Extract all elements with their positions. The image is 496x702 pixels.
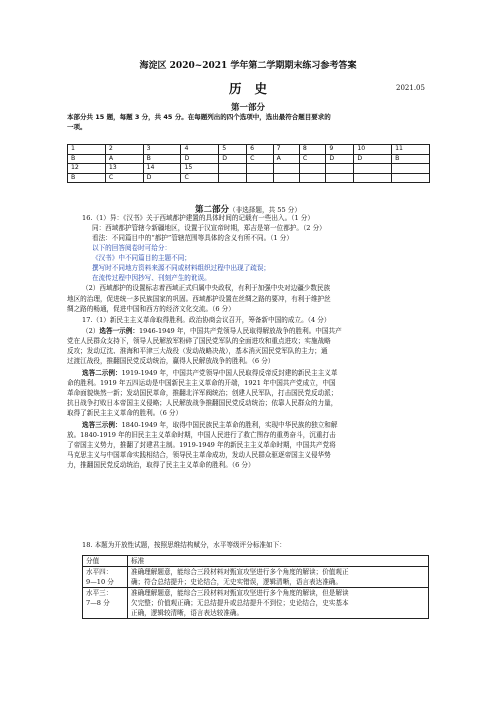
rubric-text-line: 欠完整；价值观正确；无总结提升或总结提升不到位；史论结合，史实基本 — [131, 599, 349, 607]
answer-text-line: 党在人民群众支持下，领导人民解放军粉碎了国民党军队的全面进攻和重点进攻；实施战略 — [67, 337, 331, 345]
answer-cell — [326, 173, 354, 183]
answer-cell: C — [181, 173, 219, 183]
answer-cell: A — [105, 154, 143, 164]
rubric-text — [128, 567, 429, 588]
answer-cell — [247, 173, 274, 183]
answer-cell — [354, 164, 392, 174]
answer-text-line: 放。1840-1919 年的旧民主主义革命时期，中国人民进行了救亡图存的重勇奋斗，沉重打击 — [67, 431, 336, 439]
answer-cell — [392, 173, 430, 183]
answer-cell: C — [247, 154, 274, 164]
answer-cell: B — [143, 154, 181, 164]
answer-cell — [354, 173, 392, 183]
answer-cell: 15 — [181, 164, 219, 174]
answer-cell — [299, 173, 326, 183]
rubric-text-line: 正确，逻辑较清晰，语言表达较准确。 — [131, 609, 244, 617]
answer-text-line: 力，推翻国民党反动统治，取得了民主主义革命的胜利。（6 分） — [67, 461, 255, 469]
answer-cell: 12 — [68, 164, 106, 174]
answer-cell: 8 — [299, 145, 326, 155]
answer-cell: 5 — [219, 145, 247, 155]
part1-intro-line2: 一项。 — [67, 123, 87, 131]
answer-text-line: 绸之路的畅通，促进中国和西方的经济文化交流。（6 分） — [67, 305, 235, 313]
rubric-text-line: 准确理解题意，能综合三段材料对甄宣攻坚进行多个角度的解读，但是解读 — [131, 589, 349, 597]
answer-table — [67, 144, 430, 183]
answer-cell: D — [326, 154, 354, 164]
rubric-text-line: 准确理解题意，能综合三段材料对甄宣攻坚进行多个角度的解读；价值观正 — [131, 568, 349, 576]
answer-cell: 1 — [68, 145, 106, 155]
answer-cell — [326, 164, 354, 174]
answer-text-line: 过渡江战役，推翻国民党反动统治，赢得人民解放战争的胜利。（6 分） — [67, 357, 275, 365]
rubric-text-line: 确；符合总结提升；史论结合，无史实错误，逻辑清晰，语言表达准确。 — [131, 578, 342, 586]
answer-cell: B — [68, 154, 106, 164]
table-row — [68, 173, 430, 183]
answer-text-line: 马克思主义与中国革命实践相结合，领导民主革命成功，发动人民群众驱逐帝国主义侵华势 — [67, 451, 331, 459]
rubric-row — [83, 588, 429, 619]
answer-text-line: 命的胜利。1919 年五四运动是中国新民主主义革命的开端，1921 年中国共产党成立，中国 — [67, 379, 336, 387]
answer-cell — [392, 164, 430, 174]
table-row — [68, 154, 430, 164]
answer-cell: B — [392, 154, 430, 164]
answer-text-line: 地区的治理，促进统一多民族国家的巩固。西域都护设置在丝绸之路的要冲，有利于维护丝 — [67, 295, 331, 303]
document-title: 海淀区 2020~2021 学年第二学期期末练习参考答案 — [139, 61, 357, 71]
answer-cell: C — [105, 173, 143, 183]
answer-text-line: 18. 本题为开放性试题，按照思维结构赋分，水平等级评分标准如下： — [82, 541, 286, 549]
rubric-level-points: 9—10 分 — [86, 578, 114, 586]
answer-cell: 3 — [143, 145, 181, 155]
rubric-level-name: 水平三： — [86, 589, 113, 597]
scoring-note-line: 在流传过程中因抄写、刊刻产生的讹误。 — [92, 274, 211, 282]
rubric-level — [83, 567, 128, 588]
scoring-note-line: 撰写时不同地方资料来源不同或材料组织过程中出现了疏误； — [92, 264, 271, 272]
answer-text-line: 16.（1）异：《汉书》关于西域都护建置的具体时间的记载有一些出入。（1 分） — [82, 214, 314, 222]
part2-heading: 第二部分 — [195, 205, 230, 215]
exam-date: 2021.05 — [396, 84, 425, 92]
rubric-level — [83, 588, 128, 619]
answer-cell — [219, 173, 247, 183]
rubric-text — [128, 588, 429, 619]
answer-text-line: 革命面貌焕然一新；发动国民革命，推翻北洋军阀统治；创建人民军队，打击国民党反动派； — [67, 389, 338, 397]
answer-text-line: 反攻；发动辽沈、淮海和平津三大战役（发动战略决战），基本消灭国民党军队的主力；通 — [67, 347, 328, 355]
rubric-header-row — [83, 556, 429, 567]
answer-cell: 11 — [392, 145, 430, 155]
answer-cell — [273, 164, 299, 174]
answer-cell: 7 — [273, 145, 299, 155]
answer-cell: C — [299, 154, 326, 164]
rubric-level-points: 7—8 分 — [86, 599, 110, 607]
answer-cell: D — [354, 154, 392, 164]
table-row — [68, 145, 430, 155]
answer-text-line: 17.（1）新民主主义革命取得胜利。政治协商会议召开，筹备新中国的成立。（4 分） — [82, 316, 331, 324]
answer-cell: 13 — [105, 164, 143, 174]
answer-text-line: 了帝国主义势力，推翻了封建君主制。1919-1949 年的新民主主义革命时期，中国共产党将 — [67, 441, 336, 449]
answer-cell: 4 — [181, 145, 219, 155]
rubric-row — [83, 567, 429, 588]
answer-text-line: （2）西域都护的设置标志着西域正式归属中央政权，有利于加强中央对边疆少数民族 — [82, 284, 331, 292]
answer-cell: 14 — [143, 164, 181, 174]
answer-text-line: （2）选答一示例：1946-1949 年，中国共产党领导人民取得解放战争的胜利。中国共产 — [82, 327, 342, 335]
scoring-note-line: 《汉书》中不同篇目的主题不同； — [92, 254, 191, 262]
answer-text-line: 选答三示例：1840-1949 年，取得中国民族民主革命的胜利，实现中华民族的独立和解 — [82, 421, 338, 429]
answer-cell — [219, 164, 247, 174]
table-row — [68, 164, 430, 174]
answer-text-line: 同：西域都护管辖今新疆地区，设置于汉宣帝时期，郑吉是第一位都护。（2 分） — [92, 224, 326, 232]
rubric-header-standard: 标准 — [128, 556, 429, 567]
answer-cell — [247, 164, 274, 174]
example-label: 选答三示例： — [82, 421, 122, 429]
part1-heading: 第一部分 — [230, 103, 265, 113]
scoring-note-line: 以下的回答阅卷时可给分： — [92, 244, 172, 252]
answer-cell: 6 — [247, 145, 274, 155]
answer-text-line: 选答二示例：1919-1949 年，中国共产党领导中国人民取得反帝反封建的新民主主义革 — [82, 369, 338, 377]
subject-title: 历 史 — [228, 81, 268, 96]
rubric-header-score: 分值 — [83, 556, 128, 567]
part1-intro-line1: 本部分共 15 题，每题 3 分，共 45 分。在每题列出的四个选项中，选出最符合题目要求的 — [67, 113, 331, 121]
rubric-table — [82, 555, 429, 619]
answer-cell: 2 — [105, 145, 143, 155]
answer-cell — [299, 164, 326, 174]
example-label: 选答二示例： — [82, 369, 122, 377]
answer-cell: D — [143, 173, 181, 183]
answer-text-line: 看法：不同篇目中的“都护”管辖范围等具体的含义有所不同。（1 分） — [92, 234, 293, 242]
answer-cell: D — [219, 154, 247, 164]
part2-heading-note: （非选择题，共 55 分） — [229, 206, 301, 214]
answer-text-line: 取得了新民主主义革命的胜利。（6 分） — [67, 409, 183, 417]
answer-cell: B — [68, 173, 106, 183]
answer-cell — [273, 173, 299, 183]
answer-cell: 9 — [326, 145, 354, 155]
answer-cell: D — [181, 154, 219, 164]
rubric-level-name: 水平四： — [86, 568, 113, 576]
answer-cell: 10 — [354, 145, 392, 155]
example-label: 选答一示例： — [99, 327, 139, 335]
answer-cell: A — [273, 154, 299, 164]
answer-text-line: 抗日战争打败日本帝国主义侵略；人民解放战争推翻国民党反动统治；依靠人民群众的力量， — [67, 399, 338, 407]
